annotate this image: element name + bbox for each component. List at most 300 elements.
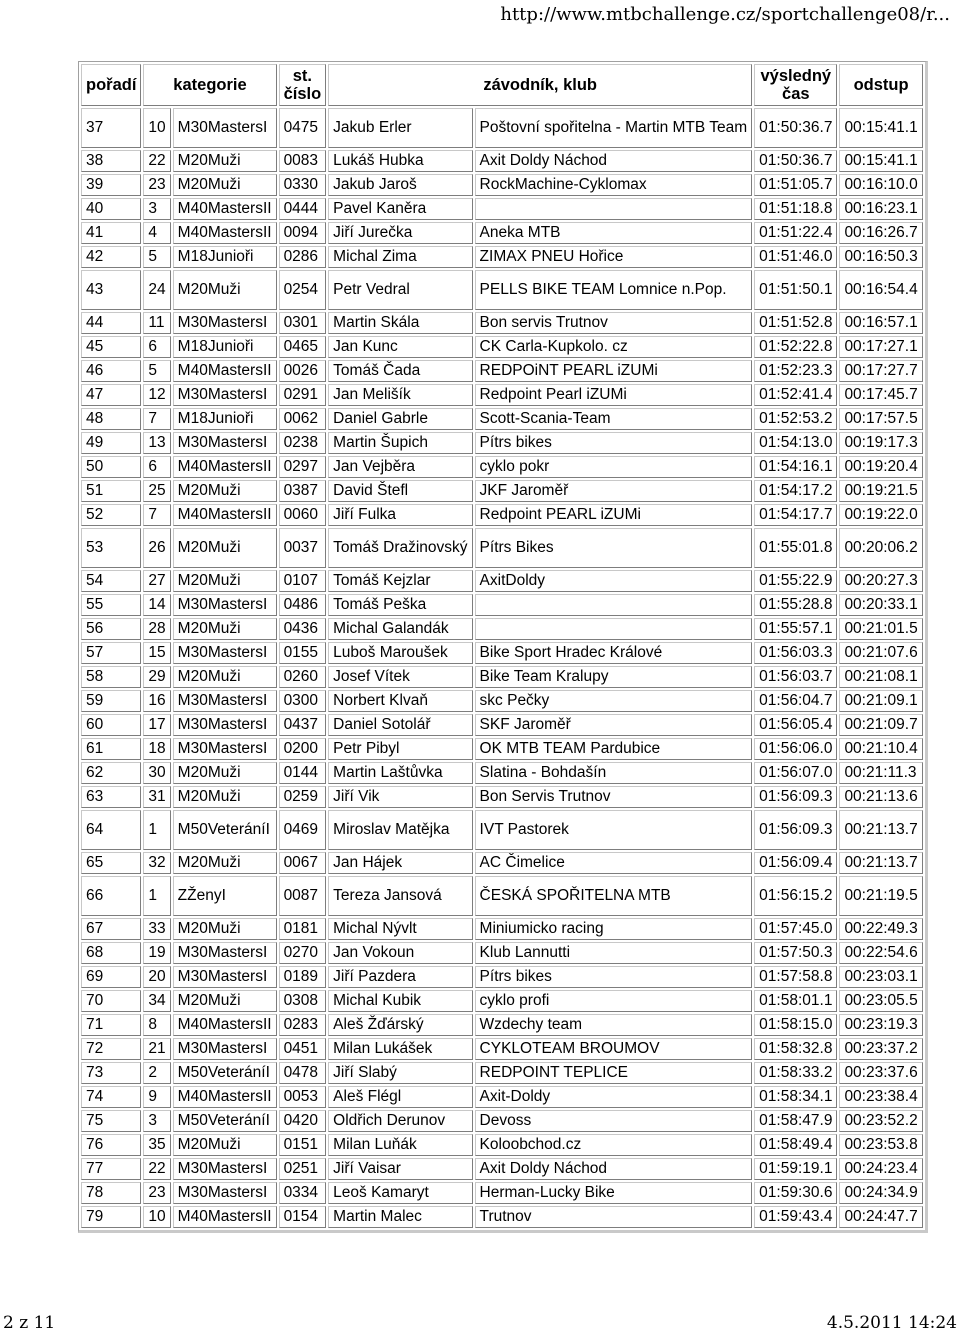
cell-start-number: 0094	[279, 222, 327, 244]
cell-category: M20Muži	[173, 618, 277, 640]
cell-club: cyklo profi	[475, 990, 753, 1012]
cell-gap: 00:21:07.6	[839, 642, 922, 664]
cell-position: 53	[81, 528, 141, 568]
cell-club: Axit-Doldy	[475, 1086, 753, 1108]
cell-gap: 00:22:49.3	[839, 918, 922, 940]
cell-category: M20Muži	[173, 480, 277, 502]
cell-rider-name: Jiří Slabý	[328, 1062, 472, 1084]
cell-final-time: 01:56:03.3	[754, 642, 837, 664]
cell-rider-name: Lukáš Hubka	[328, 150, 472, 172]
cell-club: Wzdechy team	[475, 1014, 753, 1036]
cell-category: M20Muži	[173, 666, 277, 688]
cell-final-time: 01:56:07.0	[754, 762, 837, 784]
cell-category-position: 27	[143, 570, 170, 592]
cell-club: Herman-Lucky Bike	[475, 1182, 753, 1204]
cell-club: ZIMAX PNEU Hořice	[475, 246, 753, 268]
cell-position: 51	[81, 480, 141, 502]
cell-category: ZŽenyI	[173, 876, 277, 916]
cell-start-number: 0260	[279, 666, 327, 688]
cell-gap: 00:21:08.1	[839, 666, 922, 688]
results-table	[78, 61, 928, 1233]
cell-start-number: 0154	[279, 1206, 327, 1228]
cell-position: 68	[81, 942, 141, 964]
cell-rider-name: Jiří Vaisar	[328, 1158, 472, 1180]
cell-rider-name: Jiří Jurečka	[328, 222, 472, 244]
cell-club: cyklo pokr	[475, 456, 753, 478]
cell-gap: 00:16:50.3	[839, 246, 922, 268]
cell-position: 49	[81, 432, 141, 454]
cell-final-time: 01:55:01.8	[754, 528, 837, 568]
cell-gap: 00:23:52.2	[839, 1110, 922, 1132]
cell-category-position: 22	[143, 1158, 170, 1180]
cell-gap: 00:23:19.3	[839, 1014, 922, 1036]
cell-final-time: 01:56:04.7	[754, 690, 837, 712]
cell-start-number: 0200	[279, 738, 327, 760]
cell-final-time: 01:52:53.2	[754, 408, 837, 430]
cell-position: 75	[81, 1110, 141, 1132]
cell-category: M30MastersI	[173, 714, 277, 736]
cell-rider-name: Martin Laštůvka	[328, 762, 472, 784]
cell-rider-name: Michal Nývlt	[328, 918, 472, 940]
cell-category: M30MastersI	[173, 690, 277, 712]
cell-club: Pítrs bikes	[475, 966, 753, 988]
cell-position: 61	[81, 738, 141, 760]
table-row	[81, 408, 923, 430]
cell-final-time: 01:59:19.1	[754, 1158, 837, 1180]
cell-start-number: 0478	[279, 1062, 327, 1084]
cell-start-number: 0189	[279, 966, 327, 988]
cell-category: M30MastersI	[173, 1182, 277, 1204]
cell-category-position: 11	[143, 312, 170, 334]
table-header-row	[81, 64, 923, 106]
table-row	[81, 852, 923, 874]
cell-category-position: 7	[143, 504, 170, 526]
cell-gap: 00:24:23.4	[839, 1158, 922, 1180]
cell-final-time: 01:56:09.4	[754, 852, 837, 874]
cell-gap: 00:21:10.4	[839, 738, 922, 760]
cell-final-time: 01:52:22.8	[754, 336, 837, 358]
cell-club: Axit Doldy Náchod	[475, 150, 753, 172]
cell-position: 78	[81, 1182, 141, 1204]
cell-final-time: 01:56:15.2	[754, 876, 837, 916]
cell-start-number: 0053	[279, 1086, 327, 1108]
cell-gap: 00:23:38.4	[839, 1086, 922, 1108]
cell-category: M40MastersII	[173, 198, 277, 220]
cell-position: 54	[81, 570, 141, 592]
cell-club: REDPOiNT PEARL iZUMi	[475, 360, 753, 382]
cell-club	[475, 198, 753, 220]
col-header-position: pořadí	[81, 64, 141, 106]
cell-start-number: 0107	[279, 570, 327, 592]
cell-category-position: 14	[143, 594, 170, 616]
cell-position: 67	[81, 918, 141, 940]
cell-position: 70	[81, 990, 141, 1012]
cell-start-number: 0286	[279, 246, 327, 268]
cell-club: Bon Servis Trutnov	[475, 786, 753, 808]
cell-category: M20Muži	[173, 150, 277, 172]
table-row	[81, 570, 923, 592]
cell-position: 48	[81, 408, 141, 430]
cell-category: M20Muži	[173, 762, 277, 784]
cell-start-number: 0330	[279, 174, 327, 196]
cell-final-time: 01:58:49.4	[754, 1134, 837, 1156]
col-header-final-time: výsledný čas	[754, 64, 837, 106]
cell-start-number: 0297	[279, 456, 327, 478]
cell-category-position: 8	[143, 1014, 170, 1036]
cell-category-position: 35	[143, 1134, 170, 1156]
cell-position: 72	[81, 1038, 141, 1060]
cell-rider-name: Martin Malec	[328, 1206, 472, 1228]
cell-final-time: 01:55:28.8	[754, 594, 837, 616]
cell-rider-name: Jan Melišík	[328, 384, 472, 406]
cell-final-time: 01:56:06.0	[754, 738, 837, 760]
page-counter: 2 z 11	[3, 1313, 56, 1333]
cell-category-position: 16	[143, 690, 170, 712]
cell-category: M50VeteráníI	[173, 1062, 277, 1084]
cell-club	[475, 618, 753, 640]
cell-rider-name: Aleš Žďárský	[328, 1014, 472, 1036]
cell-category: M30MastersI	[173, 1158, 277, 1180]
cell-category-position: 34	[143, 990, 170, 1012]
table-row	[81, 690, 923, 712]
cell-category-position: 4	[143, 222, 170, 244]
cell-category-position: 30	[143, 762, 170, 784]
cell-rider-name: Tomáš Peška	[328, 594, 472, 616]
cell-position: 56	[81, 618, 141, 640]
print-datetime: 4.5.2011 14:24	[826, 1313, 957, 1333]
cell-category: M20Muži	[173, 786, 277, 808]
cell-gap: 00:21:09.7	[839, 714, 922, 736]
table-row	[81, 918, 923, 940]
cell-start-number: 0144	[279, 762, 327, 784]
cell-category-position: 3	[143, 198, 170, 220]
cell-rider-name: Jiří Fulka	[328, 504, 472, 526]
table-row	[81, 1134, 923, 1156]
cell-start-number: 0254	[279, 270, 327, 310]
cell-category: M30MastersI	[173, 738, 277, 760]
cell-rider-name: Jakub Jaroš	[328, 174, 472, 196]
cell-position: 46	[81, 360, 141, 382]
cell-position: 74	[81, 1086, 141, 1108]
table-row	[81, 1038, 923, 1060]
cell-start-number: 0301	[279, 312, 327, 334]
cell-final-time: 01:57:50.3	[754, 942, 837, 964]
cell-position: 42	[81, 246, 141, 268]
cell-start-number: 0270	[279, 942, 327, 964]
cell-start-number: 0308	[279, 990, 327, 1012]
cell-final-time: 01:57:58.8	[754, 966, 837, 988]
table-row	[81, 618, 923, 640]
cell-gap: 00:19:17.3	[839, 432, 922, 454]
cell-gap: 00:16:54.4	[839, 270, 922, 310]
cell-rider-name: Tereza Jansová	[328, 876, 472, 916]
table-row	[81, 1110, 923, 1132]
cell-final-time: 01:50:36.7	[754, 108, 837, 148]
cell-club: Klub Lannutti	[475, 942, 753, 964]
cell-gap: 00:23:03.1	[839, 966, 922, 988]
cell-category-position: 3	[143, 1110, 170, 1132]
cell-start-number: 0067	[279, 852, 327, 874]
cell-rider-name: Michal Zima	[328, 246, 472, 268]
cell-category: M30MastersI	[173, 594, 277, 616]
table-row	[81, 246, 923, 268]
cell-category-position: 6	[143, 456, 170, 478]
cell-start-number: 0259	[279, 786, 327, 808]
cell-position: 52	[81, 504, 141, 526]
cell-rider-name: Norbert Klvaň	[328, 690, 472, 712]
cell-start-number: 0083	[279, 150, 327, 172]
cell-club: RockMachine-Cyklomax	[475, 174, 753, 196]
cell-position: 77	[81, 1158, 141, 1180]
cell-final-time: 01:55:22.9	[754, 570, 837, 592]
cell-club: PELLS BIKE TEAM Lomnice n.Pop.	[475, 270, 753, 310]
table-row	[81, 714, 923, 736]
cell-gap: 00:21:13.6	[839, 786, 922, 808]
cell-start-number: 0283	[279, 1014, 327, 1036]
cell-category: M40MastersII	[173, 1206, 277, 1228]
cell-start-number: 0291	[279, 384, 327, 406]
cell-gap: 00:16:26.7	[839, 222, 922, 244]
cell-category-position: 25	[143, 480, 170, 502]
cell-rider-name: Oldřich Derunov	[328, 1110, 472, 1132]
cell-position: 50	[81, 456, 141, 478]
cell-gap: 00:24:34.9	[839, 1182, 922, 1204]
cell-position: 63	[81, 786, 141, 808]
cell-gap: 00:21:01.5	[839, 618, 922, 640]
cell-rider-name: Jiří Vik	[328, 786, 472, 808]
cell-category: M40MastersII	[173, 1086, 277, 1108]
cell-start-number: 0469	[279, 810, 327, 850]
cell-final-time: 01:58:34.1	[754, 1086, 837, 1108]
cell-final-time: 01:50:36.7	[754, 150, 837, 172]
cell-category-position: 7	[143, 408, 170, 430]
cell-club: Miniumicko racing	[475, 918, 753, 940]
cell-gap: 00:20:33.1	[839, 594, 922, 616]
cell-rider-name: Milan Luňák	[328, 1134, 472, 1156]
cell-club: Slatina - Bohdašín	[475, 762, 753, 784]
cell-club: Scott-Scania-Team	[475, 408, 753, 430]
cell-rider-name: Tomáš Dražinovský	[328, 528, 472, 568]
cell-category: M40MastersII	[173, 1014, 277, 1036]
cell-category-position: 9	[143, 1086, 170, 1108]
cell-start-number: 0151	[279, 1134, 327, 1156]
cell-club: SKF Jaroměř	[475, 714, 753, 736]
cell-club: AC Čimelice	[475, 852, 753, 874]
cell-start-number: 0087	[279, 876, 327, 916]
cell-rider-name: Miroslav Matějka	[328, 810, 472, 850]
cell-position: 62	[81, 762, 141, 784]
table-row	[81, 666, 923, 688]
cell-position: 41	[81, 222, 141, 244]
cell-position: 47	[81, 384, 141, 406]
cell-club: Bike Sport Hradec Králové	[475, 642, 753, 664]
cell-category: M18Junioři	[173, 336, 277, 358]
cell-gap: 00:17:27.1	[839, 336, 922, 358]
cell-category: M30MastersI	[173, 384, 277, 406]
cell-category-position: 24	[143, 270, 170, 310]
table-row	[81, 642, 923, 664]
cell-start-number: 0451	[279, 1038, 327, 1060]
table-row	[81, 1086, 923, 1108]
cell-rider-name: Luboš Maroušek	[328, 642, 472, 664]
table-row	[81, 1158, 923, 1180]
cell-category-position: 12	[143, 384, 170, 406]
cell-start-number: 0037	[279, 528, 327, 568]
cell-final-time: 01:56:09.3	[754, 810, 837, 850]
cell-club: Koloobchod.cz	[475, 1134, 753, 1156]
cell-gap: 00:21:13.7	[839, 810, 922, 850]
cell-category: M50VeteráníI	[173, 810, 277, 850]
cell-start-number: 0181	[279, 918, 327, 940]
cell-club: Poštovní spořitelna - Martin MTB Team	[475, 108, 753, 148]
cell-start-number: 0437	[279, 714, 327, 736]
cell-category-position: 13	[143, 432, 170, 454]
cell-category-position: 20	[143, 966, 170, 988]
table-row	[81, 990, 923, 1012]
table-row	[81, 480, 923, 502]
cell-gap: 00:16:57.1	[839, 312, 922, 334]
cell-final-time: 01:58:47.9	[754, 1110, 837, 1132]
cell-rider-name: Aleš Flégl	[328, 1086, 472, 1108]
cell-category: M20Muži	[173, 270, 277, 310]
cell-category: M30MastersI	[173, 642, 277, 664]
cell-category: M20Muži	[173, 918, 277, 940]
cell-club: Aneka MTB	[475, 222, 753, 244]
col-header-category: kategorie	[143, 64, 276, 106]
cell-position: 57	[81, 642, 141, 664]
cell-club: OK MTB TEAM Pardubice	[475, 738, 753, 760]
table-row	[81, 312, 923, 334]
table-row	[81, 360, 923, 382]
cell-final-time: 01:57:45.0	[754, 918, 837, 940]
cell-position: 38	[81, 150, 141, 172]
cell-category-position: 5	[143, 360, 170, 382]
cell-category: M30MastersI	[173, 1038, 277, 1060]
cell-start-number: 0060	[279, 504, 327, 526]
table-row	[81, 198, 923, 220]
cell-rider-name: Pavel Kaněra	[328, 198, 472, 220]
cell-gap: 00:24:47.7	[839, 1206, 922, 1228]
cell-rider-name: Petr Pibyl	[328, 738, 472, 760]
cell-category: M20Muži	[173, 570, 277, 592]
cell-gap: 00:22:54.6	[839, 942, 922, 964]
col-header-start-number: st. číslo	[279, 64, 327, 106]
cell-gap: 00:23:53.8	[839, 1134, 922, 1156]
cell-position: 79	[81, 1206, 141, 1228]
cell-gap: 00:19:21.5	[839, 480, 922, 502]
table-row	[81, 810, 923, 850]
cell-start-number: 0238	[279, 432, 327, 454]
cell-gap: 00:23:37.2	[839, 1038, 922, 1060]
cell-category-position: 26	[143, 528, 170, 568]
cell-category: M20Muži	[173, 852, 277, 874]
cell-category-position: 18	[143, 738, 170, 760]
cell-category: M50VeteráníI	[173, 1110, 277, 1132]
cell-category: M18Junioři	[173, 246, 277, 268]
cell-final-time: 01:59:30.6	[754, 1182, 837, 1204]
cell-rider-name: David Štefl	[328, 480, 472, 502]
cell-club: JKF Jaroměř	[475, 480, 753, 502]
cell-rider-name: Tomáš Čada	[328, 360, 472, 382]
col-header-rider-club: závodník, klub	[328, 64, 752, 106]
cell-club: Bon servis Trutnov	[475, 312, 753, 334]
cell-category-position: 6	[143, 336, 170, 358]
table-row	[81, 270, 923, 310]
cell-gap: 00:17:27.7	[839, 360, 922, 382]
cell-start-number: 0465	[279, 336, 327, 358]
cell-rider-name: Daniel Gabrle	[328, 408, 472, 430]
cell-rider-name: Petr Vedral	[328, 270, 472, 310]
table-row	[81, 108, 923, 148]
cell-position: 40	[81, 198, 141, 220]
cell-rider-name: Jan Vejběra	[328, 456, 472, 478]
cell-rider-name: Tomáš Kejzlar	[328, 570, 472, 592]
cell-gap: 00:20:06.2	[839, 528, 922, 568]
cell-final-time: 01:51:05.7	[754, 174, 837, 196]
cell-final-time: 01:54:17.7	[754, 504, 837, 526]
table-row	[81, 1182, 923, 1204]
cell-gap: 00:16:10.0	[839, 174, 922, 196]
cell-final-time: 01:56:09.3	[754, 786, 837, 808]
cell-start-number: 0420	[279, 1110, 327, 1132]
cell-final-time: 01:54:17.2	[754, 480, 837, 502]
cell-final-time: 01:56:05.4	[754, 714, 837, 736]
cell-category-position: 23	[143, 174, 170, 196]
cell-position: 69	[81, 966, 141, 988]
cell-final-time: 01:56:03.7	[754, 666, 837, 688]
cell-gap: 00:17:57.5	[839, 408, 922, 430]
cell-gap: 00:19:20.4	[839, 456, 922, 478]
table-row	[81, 1062, 923, 1084]
results-body	[81, 108, 923, 1228]
cell-category: M40MastersII	[173, 456, 277, 478]
table-row	[81, 942, 923, 964]
cell-position: 44	[81, 312, 141, 334]
cell-final-time: 01:54:13.0	[754, 432, 837, 454]
cell-category-position: 17	[143, 714, 170, 736]
cell-category-position: 10	[143, 1206, 170, 1228]
cell-category: M20Muži	[173, 990, 277, 1012]
cell-rider-name: Jan Hájek	[328, 852, 472, 874]
cell-gap: 00:21:09.1	[839, 690, 922, 712]
cell-start-number: 0436	[279, 618, 327, 640]
cell-position: 65	[81, 852, 141, 874]
cell-club: AxitDoldy	[475, 570, 753, 592]
cell-start-number: 0486	[279, 594, 327, 616]
table-row	[81, 150, 923, 172]
cell-category: M18Junioři	[173, 408, 277, 430]
cell-club	[475, 594, 753, 616]
cell-club: Axit Doldy Náchod	[475, 1158, 753, 1180]
cell-club: Pítrs bikes	[475, 432, 753, 454]
cell-club: Devoss	[475, 1110, 753, 1132]
cell-club: Redpoint PEARL iZUMi	[475, 504, 753, 526]
cell-position: 58	[81, 666, 141, 688]
cell-rider-name: Jan Vokoun	[328, 942, 472, 964]
cell-position: 37	[81, 108, 141, 148]
cell-club: CYKLOTEAM BROUMOV	[475, 1038, 753, 1060]
cell-start-number: 0026	[279, 360, 327, 382]
cell-position: 60	[81, 714, 141, 736]
cell-gap: 00:21:11.3	[839, 762, 922, 784]
cell-gap: 00:20:27.3	[839, 570, 922, 592]
cell-gap: 00:17:45.7	[839, 384, 922, 406]
cell-rider-name: Martin Šupich	[328, 432, 472, 454]
cell-start-number: 0444	[279, 198, 327, 220]
cell-category-position: 22	[143, 150, 170, 172]
cell-final-time: 01:52:23.3	[754, 360, 837, 382]
cell-category: M30MastersI	[173, 108, 277, 148]
